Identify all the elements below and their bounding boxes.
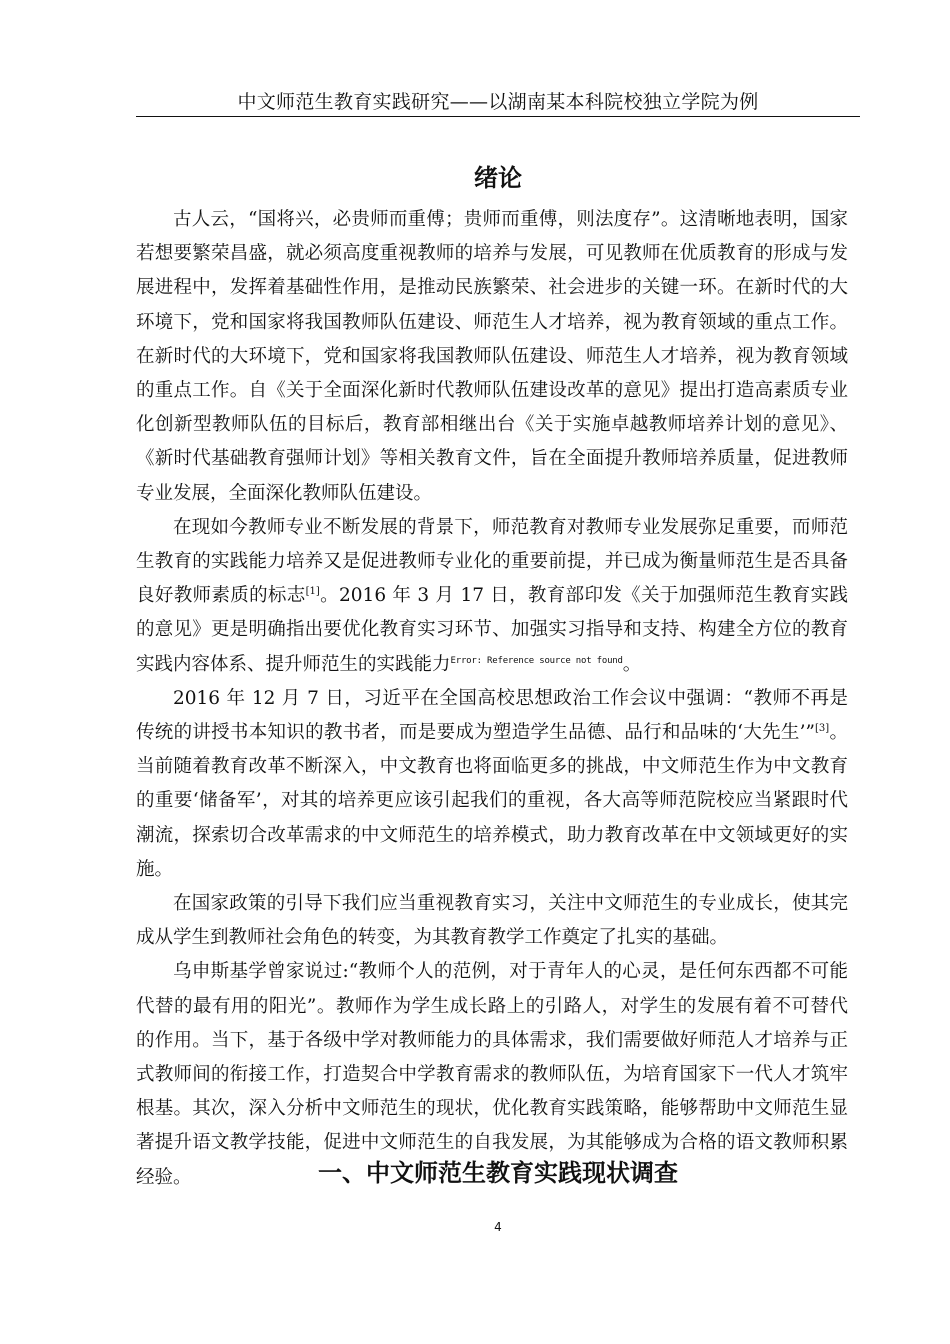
header-divider [136, 116, 860, 117]
paragraph-5: 乌申斯基学曾家说过:“教师个人的范例，对于青年人的心灵，是任何东西都不可能代替的最有用的阳光”。教师作为学生成长路上的引路人，对学生的发展有着不可替代的作用。当下，基于各级中学对教师能力的具体需求，我们需要做好师范人才培养与正式教师间的衔接工作，打造契合中学教育需求的教师队伍，为培育国家下一代人才筑牢根基。其次，深入分析中文师范生的现状，优化教育实践策略，能够帮助中文师范生显著提升语文教学技能，促进中文师范生的自我发展，为其能够成为合格的语文教师积累经验。 [136, 961, 848, 1188]
section-title: 绪论 [474, 164, 522, 192]
paragraph-4: 在国家政策的引导下我们应当重视教育实习，关注中文师范生的专业成长，使其完成从学生到教师社会角色的转变，为其教育教学工作奠定了扎实的基础。 [136, 893, 848, 949]
paragraph-2-text-a: 在现如今教师专业不断发展的背景下，师范教育对教师专业发展弥足重要，而师范生教育的实践能力培养又是促进教师专业化的重要前提，并已成为衡量师范生是否具备良好教师素质的标志 [136, 516, 848, 607]
paragraph-3-text-b: 。当前随着教育改革不断深入，中文教育也将面临更多的挑战，中文师范生作为中文教育的重要‘储备军’，对其的培养更应该引起我们的重视，各大高等师范院校应当紧跟时代潮流，探索切合改革需求的中文师范生的培养模式，助力教育改革在中文领域更好的实施。 [136, 722, 848, 880]
chapter-title: 一、中文师范生教育实践现状调查 [318, 1159, 678, 1187]
running-header: 中文师范生教育实践研究——以湖南某本科院校独立学院为例 [237, 91, 759, 113]
body-text [136, 203, 848, 1195]
paragraph-2-text-c: 。 [622, 653, 642, 675]
paragraph-1: 古人云，“国将兴，必贵师而重傅；贵师而重傅，则法度存”。这清晰地表明，国家若想要繁荣昌盛，就必须高度重视教师的培养与发展，可见教师在优质教育的形成与发展进程中，发挥着基础性作用，是推动民族繁荣、社会进步的关键一环。在新时代的大环境下，党和国家将我国教师队伍建设、师范生人才培养，视为教育领域的重点工作。在新时代的大环境下，党和国家将我国教师队伍建设、师范生人才培养，视为教育领域的重点工作。自《关于全面深化新时代教师队伍建设改革的意见》提出打造高素质专业化创新型教师队伍的目标后，教育部相继出台《关于实施卓越教师培养计划的意见》、《新时代基础教育强师计划》等相关教育文件，旨在全面提升教师培养质量，促进教师专业发展，全面深化教师队伍建设。 [136, 209, 848, 504]
citation-3: [3] [815, 722, 830, 734]
paragraph-2-text-b: 。2016 年 3 月 17 日，教育部印发《关于加强师范生教育实践的意见》更是明确指出要优化教育实习环节、加强实习指导和支持、构建全方位的教育实践内容体系、提升师范生的实践能力 [136, 585, 848, 675]
citation-error: Error: Reference source not found [450, 655, 623, 666]
citation-1: [1] [305, 586, 320, 598]
page-number: 4 [494, 1220, 502, 1234]
paragraph-3-text-a: 2016 年 12 月 7 日，习近平在全国高校思想政治工作会议中强调：“教师不再是传统的讲授书本知识的教书者，而是要成为塑造学生品德、品行和品味的‘大先生’” [136, 687, 848, 744]
paragraph-3 [136, 682, 848, 887]
paragraph-2 [136, 511, 848, 682]
